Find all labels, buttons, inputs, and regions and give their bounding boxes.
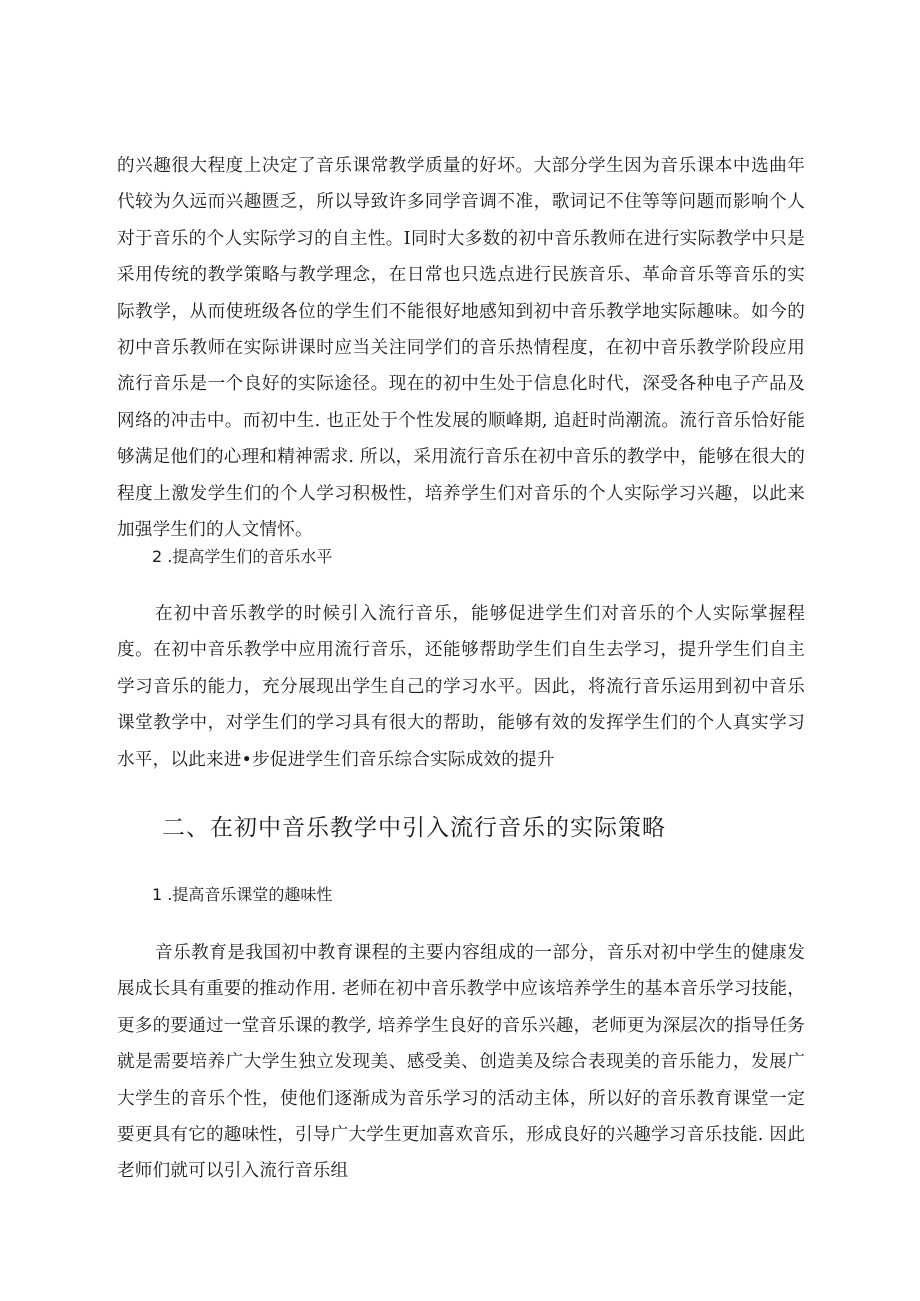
body-paragraph-1: 的兴趣很大程度上决定了音乐课常教学质量的好坏。大部分学生因为音乐课本中选曲年代较为久远而兴趣匮乏，所以导致许多同学音调不准，歌词记不住等等问题而影响个人对于音乐的个人实际学习的自主性。I同时大多数的初中音乐教师在进行实际教学中只是采用传统的教学策略与教学理念，在日常也只选点进行民族音乐、革命音乐等音乐的实际教学，从而使班级各位的学生们不能很好地感知到初中音乐教学地实际趣味。如今的初中音乐教师在实际讲课时应当关注同学们的音乐热情程度，在初中音乐教学阶段应用流行音乐是一个良好的实际途径。现在的初中生处于信息化时代，深受各种电子产品及网络的冲击中。而初中生. 也正处于个性发展的顺峰期, 追赶时尚潮流。流行音乐恰好能够满足他们的心理和精神需求. 所以，采用流行音乐在初中音乐的教学中，能够在很大的程度上激发学生们的个人学习积极性，培养学生们对音乐的个人实际学习兴趣，以此来加强学生们的人文情怀。 — [117, 156, 805, 541]
subheading-improve-classroom-interest: 1 .提高音乐课堂的趣味性 — [152, 885, 333, 904]
subheading-improve-music-level: 2 .提高学生们的音乐水平 — [152, 547, 333, 566]
section-heading-strategies: 二、在初中音乐教学中引入流行音乐的实际策略 — [162, 815, 666, 841]
body-paragraph-2: 在初中音乐教学的时候引入流行音乐，能够促进学生们对音乐的个人实际掌握程度。在初中音乐教学中应用流行音乐，还能够帮助学生们自生去学习，提升学生们自主学习音乐的能力，充分展现出学生自己的学习水平。因此，将流行音乐运用到初中音乐课堂教学中，对学生们的学习具有很大的帮助，能够有效的发挥学生们的个人真实学习水平，以此来进•步促进学生们音乐综合实际成效的提升 — [117, 604, 805, 770]
body-paragraph-3: 音乐教育是我国初中教育课程的主要内容组成的一部分，音乐对初中学生的健康发展成长具有重要的推动作用. 老师在初中音乐教学中应该培养学生的基本音乐学习技能，更多的要通过一堂音乐课的教学, 培养学生良好的音乐兴趣，老师更为深层次的指导任务就是需要培养广大学生独立发现美、感受美、创造美及综合表现美的音乐能力，发展广大学生的音乐个性，使他们逐渐成为音乐学习的活动主体，所以好的音乐教育课堂一定要更具有它的趣味性，引导广大学生更加喜欢音乐，形成良好的兴趣学习音乐技能. 因此老师们就可以引入流行音乐组 — [117, 943, 805, 1182]
